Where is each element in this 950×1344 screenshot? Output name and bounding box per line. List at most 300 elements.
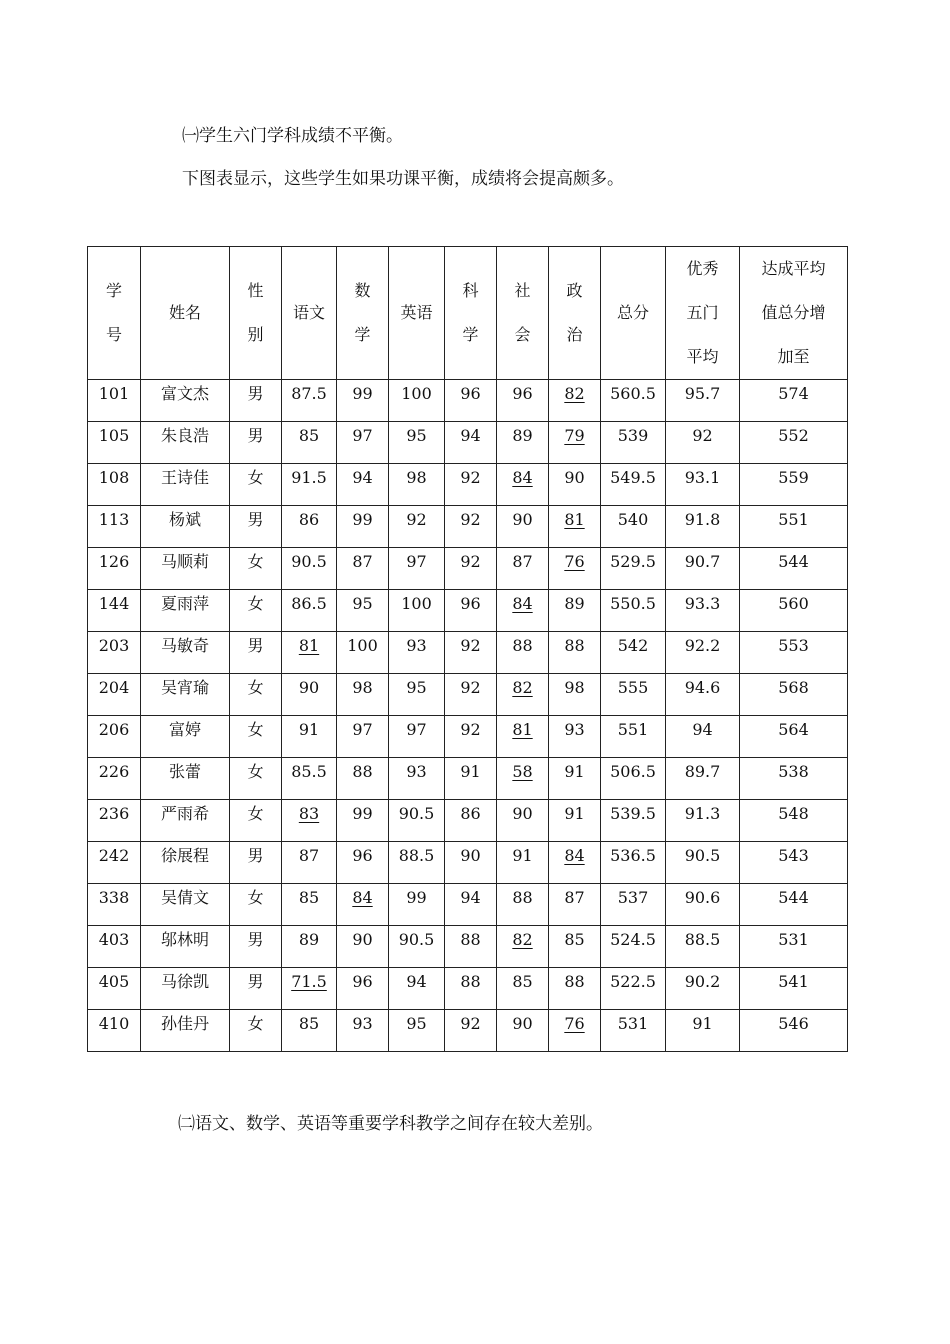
cell-value: 男 xyxy=(247,636,264,655)
table-cell xyxy=(445,380,497,422)
cell-value: 90.5 xyxy=(398,930,435,949)
table-cell xyxy=(497,422,549,464)
cell-value: 97 xyxy=(352,720,373,739)
table-cell xyxy=(389,968,445,1010)
cell-value: 506.5 xyxy=(610,762,656,781)
cell-value: 富文杰 xyxy=(160,384,209,403)
table-cell xyxy=(88,758,141,800)
cell-value: 孙佳丹 xyxy=(160,1014,209,1033)
table-cell xyxy=(549,674,601,716)
table-cell xyxy=(230,800,282,842)
cell-value: 338 xyxy=(98,888,130,907)
table-cell xyxy=(230,758,282,800)
table-cell xyxy=(389,1010,445,1052)
lowest-score-value: 82 xyxy=(512,930,533,949)
table-cell xyxy=(141,884,230,926)
table-cell xyxy=(497,800,549,842)
cell-value: 85 xyxy=(564,930,585,949)
table-cell xyxy=(601,380,666,422)
table-row xyxy=(88,632,848,674)
cell-value: 男 xyxy=(247,846,264,865)
table-cell xyxy=(740,968,848,1010)
cell-value: 86.5 xyxy=(291,594,327,613)
cell-value: 女 xyxy=(247,678,264,697)
lowest-score-value: 84 xyxy=(512,468,533,487)
cell-value: 550.5 xyxy=(610,594,656,613)
table-cell xyxy=(230,506,282,548)
cell-value: 95 xyxy=(406,678,427,697)
table-cell xyxy=(666,884,740,926)
column-header-line: 优秀 xyxy=(686,259,719,278)
cell-value: 徐展程 xyxy=(160,846,209,865)
table-cell xyxy=(282,1010,337,1052)
cell-value: 98 xyxy=(352,678,373,697)
lowest-score-value: 83 xyxy=(298,804,320,823)
table-cell xyxy=(337,674,389,716)
table-cell xyxy=(389,632,445,674)
cell-value: 92 xyxy=(460,1014,481,1033)
cell-value: 88.5 xyxy=(398,846,435,865)
table-cell xyxy=(497,380,549,422)
lowest-score-value: 76 xyxy=(564,1014,585,1033)
cell-value: 99 xyxy=(406,888,427,907)
table-cell xyxy=(141,758,230,800)
table-row xyxy=(88,548,848,590)
cell-value: 87 xyxy=(564,888,585,907)
cell-value: 92 xyxy=(460,510,481,529)
table-cell xyxy=(549,590,601,632)
lowest-score-value: 82 xyxy=(564,384,585,403)
table-cell xyxy=(666,926,740,968)
table-cell xyxy=(740,548,848,590)
table-cell xyxy=(282,716,337,758)
cell-value: 94 xyxy=(406,972,427,991)
cell-value: 88 xyxy=(564,972,585,991)
table-row xyxy=(88,842,848,884)
cell-value: 96 xyxy=(352,846,373,865)
cell-value: 马敏奇 xyxy=(160,636,209,655)
table-cell xyxy=(141,968,230,1010)
cell-value: 85 xyxy=(298,888,320,907)
table-cell xyxy=(601,800,666,842)
table-cell xyxy=(230,632,282,674)
table-cell xyxy=(141,506,230,548)
cell-value: 92 xyxy=(406,510,427,529)
table-cell xyxy=(141,464,230,506)
cell-value: 马徐凯 xyxy=(160,972,209,991)
cell-value: 90.6 xyxy=(684,888,721,907)
cell-value: 男 xyxy=(247,930,264,949)
table-cell xyxy=(389,926,445,968)
cell-value: 94 xyxy=(460,426,481,445)
cell-value: 93 xyxy=(406,636,427,655)
table-cell xyxy=(88,926,141,968)
table-cell xyxy=(337,842,389,884)
table-cell xyxy=(549,884,601,926)
column-header xyxy=(141,247,230,380)
cell-value: 100 xyxy=(347,636,378,655)
table-cell xyxy=(88,716,141,758)
cell-value: 226 xyxy=(98,762,130,781)
score-table xyxy=(87,246,848,1052)
cell-value: 574 xyxy=(778,384,809,403)
lowest-score-value: 81 xyxy=(512,720,533,739)
table-cell xyxy=(740,1010,848,1052)
table-cell xyxy=(230,380,282,422)
cell-value: 99 xyxy=(352,804,373,823)
table-cell xyxy=(497,632,549,674)
cell-value: 富婷 xyxy=(168,720,201,739)
cell-value: 91 xyxy=(692,1014,713,1033)
cell-value: 560 xyxy=(778,594,809,613)
table-cell xyxy=(549,968,601,1010)
table-cell xyxy=(601,1010,666,1052)
cell-value: 236 xyxy=(98,804,130,823)
cell-value: 568 xyxy=(778,678,809,697)
table-cell xyxy=(337,464,389,506)
cell-value: 92 xyxy=(460,636,481,655)
cell-value: 539.5 xyxy=(610,804,656,823)
table-cell xyxy=(601,842,666,884)
cell-value: 405 xyxy=(98,972,130,991)
cell-value: 87 xyxy=(512,552,533,571)
cell-value: 女 xyxy=(247,720,264,739)
table-cell xyxy=(141,422,230,464)
table-cell xyxy=(497,884,549,926)
table-cell xyxy=(666,842,740,884)
table-cell xyxy=(337,590,389,632)
cell-value: 206 xyxy=(98,720,130,739)
cell-value: 95.7 xyxy=(684,384,721,403)
cell-value: 90 xyxy=(512,804,533,823)
lowest-score-value: 76 xyxy=(564,552,585,571)
table-cell xyxy=(666,968,740,1010)
cell-value: 555 xyxy=(617,678,649,697)
cell-value: 85 xyxy=(512,972,533,991)
cell-value: 96 xyxy=(352,972,373,991)
cell-value: 男 xyxy=(247,972,264,991)
column-header-line: 学 xyxy=(462,325,479,344)
cell-value: 86 xyxy=(460,804,481,823)
cell-value: 544 xyxy=(778,552,809,571)
cell-value: 539 xyxy=(617,426,649,445)
table-cell xyxy=(601,926,666,968)
cell-value: 女 xyxy=(247,552,264,571)
table-row xyxy=(88,674,848,716)
cell-value: 94 xyxy=(692,720,713,739)
cell-value: 410 xyxy=(98,1014,130,1033)
cell-value: 548 xyxy=(778,804,809,823)
cell-value: 99 xyxy=(352,384,373,403)
column-header-line: 数 xyxy=(354,281,371,300)
table-cell xyxy=(141,842,230,884)
cell-value: 531 xyxy=(617,1014,649,1033)
table-row xyxy=(88,422,848,464)
table-cell xyxy=(445,800,497,842)
cell-value: 204 xyxy=(98,678,130,697)
table-cell xyxy=(389,548,445,590)
column-header xyxy=(282,247,337,380)
lowest-score-value: 84 xyxy=(564,846,585,865)
table-cell xyxy=(282,422,337,464)
table-cell xyxy=(389,422,445,464)
cell-value: 90.5 xyxy=(291,552,327,571)
cell-value: 144 xyxy=(98,594,130,613)
table-cell xyxy=(549,380,601,422)
table-cell xyxy=(666,506,740,548)
cell-value: 88 xyxy=(460,972,481,991)
table-cell xyxy=(337,884,389,926)
table-cell xyxy=(601,422,666,464)
cell-value: 560.5 xyxy=(610,384,656,403)
cell-value: 91.8 xyxy=(684,510,721,529)
table-row xyxy=(88,590,848,632)
cell-value: 女 xyxy=(247,804,264,823)
table-cell xyxy=(497,1010,549,1052)
table-cell xyxy=(549,842,601,884)
cell-value: 女 xyxy=(247,888,264,907)
table-row xyxy=(88,800,848,842)
table-cell xyxy=(337,380,389,422)
table-cell xyxy=(337,926,389,968)
cell-value: 540 xyxy=(617,510,649,529)
column-header xyxy=(230,247,282,380)
table-cell xyxy=(88,884,141,926)
table-cell xyxy=(337,800,389,842)
column-header xyxy=(88,247,141,380)
table-cell xyxy=(389,758,445,800)
cell-value: 97 xyxy=(406,720,427,739)
cell-value: 91 xyxy=(564,804,585,823)
table-row xyxy=(88,716,848,758)
table-row xyxy=(88,506,848,548)
cell-value: 94 xyxy=(352,468,373,487)
table-row xyxy=(88,464,848,506)
table-cell xyxy=(445,968,497,1010)
table-cell xyxy=(497,968,549,1010)
table-row xyxy=(88,926,848,968)
table-cell xyxy=(740,590,848,632)
table-cell xyxy=(389,842,445,884)
table-cell xyxy=(740,842,848,884)
table-cell xyxy=(740,926,848,968)
column-header xyxy=(389,247,445,380)
cell-value: 113 xyxy=(98,510,130,529)
cell-value: 女 xyxy=(247,594,264,613)
cell-value: 90 xyxy=(298,678,320,697)
cell-value: 92 xyxy=(460,720,481,739)
table-cell xyxy=(389,716,445,758)
cell-value: 97 xyxy=(352,426,373,445)
cell-value: 89.7 xyxy=(684,762,721,781)
cell-value: 邬林明 xyxy=(160,930,209,949)
cell-value: 91 xyxy=(298,720,320,739)
cell-value: 91.3 xyxy=(684,804,721,823)
table-cell xyxy=(497,506,549,548)
table-cell xyxy=(497,548,549,590)
lowest-score-value: 58 xyxy=(512,762,533,781)
cell-value: 92.2 xyxy=(684,636,721,655)
cell-value: 538 xyxy=(778,762,809,781)
cell-value: 90.5 xyxy=(398,804,435,823)
cell-value: 87.5 xyxy=(291,384,327,403)
cell-value: 85.5 xyxy=(291,762,327,781)
cell-value: 90 xyxy=(564,468,585,487)
cell-value: 85 xyxy=(298,1014,320,1033)
cell-value: 90 xyxy=(460,846,481,865)
header-row xyxy=(88,247,848,380)
cell-value: 88 xyxy=(564,636,585,655)
column-header-line: 性 xyxy=(247,281,264,300)
cell-value: 559 xyxy=(778,468,809,487)
table-cell xyxy=(666,632,740,674)
cell-value: 96 xyxy=(460,594,481,613)
cell-value: 98 xyxy=(406,468,427,487)
column-header xyxy=(497,247,549,380)
table-cell xyxy=(141,380,230,422)
table-cell xyxy=(445,842,497,884)
cell-value: 97 xyxy=(406,552,427,571)
cell-value: 100 xyxy=(401,384,432,403)
table-cell xyxy=(740,506,848,548)
cell-value: 92 xyxy=(460,552,481,571)
cell-value: 546 xyxy=(778,1014,809,1033)
cell-value: 99 xyxy=(352,510,373,529)
section-heading-2: ㈡语文、数学、英语等重要学科教学之间存在较大差别。 xyxy=(178,1114,603,1134)
cell-value: 94.6 xyxy=(684,678,721,697)
table-cell xyxy=(666,548,740,590)
table-cell xyxy=(337,632,389,674)
table-cell xyxy=(740,464,848,506)
table-cell xyxy=(549,926,601,968)
table-cell xyxy=(230,926,282,968)
column-header-line: 学 xyxy=(105,281,122,300)
cell-value: 88 xyxy=(512,636,533,655)
cell-value: 551 xyxy=(778,510,809,529)
table-cell xyxy=(497,842,549,884)
cell-value: 549.5 xyxy=(610,468,656,487)
table-header xyxy=(88,247,848,380)
table-cell xyxy=(389,506,445,548)
table-cell xyxy=(230,716,282,758)
table-cell xyxy=(230,674,282,716)
cell-value: 92 xyxy=(460,468,481,487)
table-cell xyxy=(601,548,666,590)
lowest-score-value: 81 xyxy=(564,510,585,529)
cell-value: 88 xyxy=(352,762,373,781)
table-cell xyxy=(141,674,230,716)
table-cell xyxy=(445,506,497,548)
cell-value: 564 xyxy=(778,720,809,739)
cell-value: 王诗佳 xyxy=(160,468,209,487)
intro-paragraph: 下图表显示，这些学生如果功课平衡，成绩将会提高颇多。 xyxy=(182,169,624,189)
table-cell xyxy=(549,506,601,548)
cell-value: 张蕾 xyxy=(168,762,201,781)
cell-value: 96 xyxy=(512,384,533,403)
table-cell xyxy=(497,716,549,758)
table-cell xyxy=(88,506,141,548)
table-cell xyxy=(601,632,666,674)
column-header xyxy=(337,247,389,380)
column-header xyxy=(445,247,497,380)
table-cell xyxy=(337,506,389,548)
table-cell xyxy=(88,968,141,1010)
table-cell xyxy=(497,674,549,716)
cell-value: 524.5 xyxy=(610,930,656,949)
table-row xyxy=(88,758,848,800)
table-cell xyxy=(666,1010,740,1052)
table-cell xyxy=(88,1010,141,1052)
column-header-line: 号 xyxy=(105,325,122,344)
table-cell xyxy=(282,800,337,842)
table-cell xyxy=(141,590,230,632)
cell-value: 91.5 xyxy=(291,468,327,487)
cell-value: 87 xyxy=(298,846,320,865)
table-cell xyxy=(282,968,337,1010)
cell-value: 93 xyxy=(564,720,585,739)
table-cell xyxy=(445,674,497,716)
table-cell xyxy=(88,632,141,674)
table-cell xyxy=(601,968,666,1010)
table-cell xyxy=(88,380,141,422)
table-cell xyxy=(282,758,337,800)
cell-value: 531 xyxy=(778,930,809,949)
table-cell xyxy=(282,590,337,632)
table-cell xyxy=(549,422,601,464)
cell-value: 95 xyxy=(406,426,427,445)
table-cell xyxy=(282,380,337,422)
cell-value: 91 xyxy=(564,762,585,781)
table-cell xyxy=(445,464,497,506)
cell-value: 529.5 xyxy=(610,552,656,571)
cell-value: 98 xyxy=(564,678,585,697)
column-header xyxy=(666,247,740,380)
table-cell xyxy=(389,674,445,716)
cell-value: 242 xyxy=(98,846,130,865)
cell-value: 杨斌 xyxy=(168,510,201,529)
column-header-line: 语文 xyxy=(292,303,325,322)
cell-value: 93.1 xyxy=(684,468,721,487)
cell-value: 544 xyxy=(778,888,809,907)
cell-value: 女 xyxy=(247,468,264,487)
table-cell xyxy=(445,590,497,632)
table-cell xyxy=(666,674,740,716)
section-heading-1: ㈠学生六门学科成绩不平衡。 xyxy=(182,126,403,146)
cell-value: 90.7 xyxy=(684,552,721,571)
cell-value: 94 xyxy=(460,888,481,907)
table-cell xyxy=(389,380,445,422)
cell-value: 88 xyxy=(512,888,533,907)
cell-value: 93.3 xyxy=(684,594,721,613)
table-cell xyxy=(666,464,740,506)
cell-value: 541 xyxy=(778,972,809,991)
table-row xyxy=(88,1010,848,1052)
table-cell xyxy=(740,380,848,422)
table-body xyxy=(88,380,848,1052)
cell-value: 91 xyxy=(460,762,481,781)
lowest-score-value: 81 xyxy=(298,636,320,655)
table-cell xyxy=(666,590,740,632)
table-cell xyxy=(740,716,848,758)
cell-value: 85 xyxy=(298,426,320,445)
cell-value: 537 xyxy=(617,888,649,907)
table-cell xyxy=(666,422,740,464)
table-row xyxy=(88,884,848,926)
cell-value: 90 xyxy=(512,1014,533,1033)
column-header-line: 学 xyxy=(354,325,371,344)
cell-value: 105 xyxy=(98,426,130,445)
column-header-line: 达成平均 xyxy=(761,259,826,278)
